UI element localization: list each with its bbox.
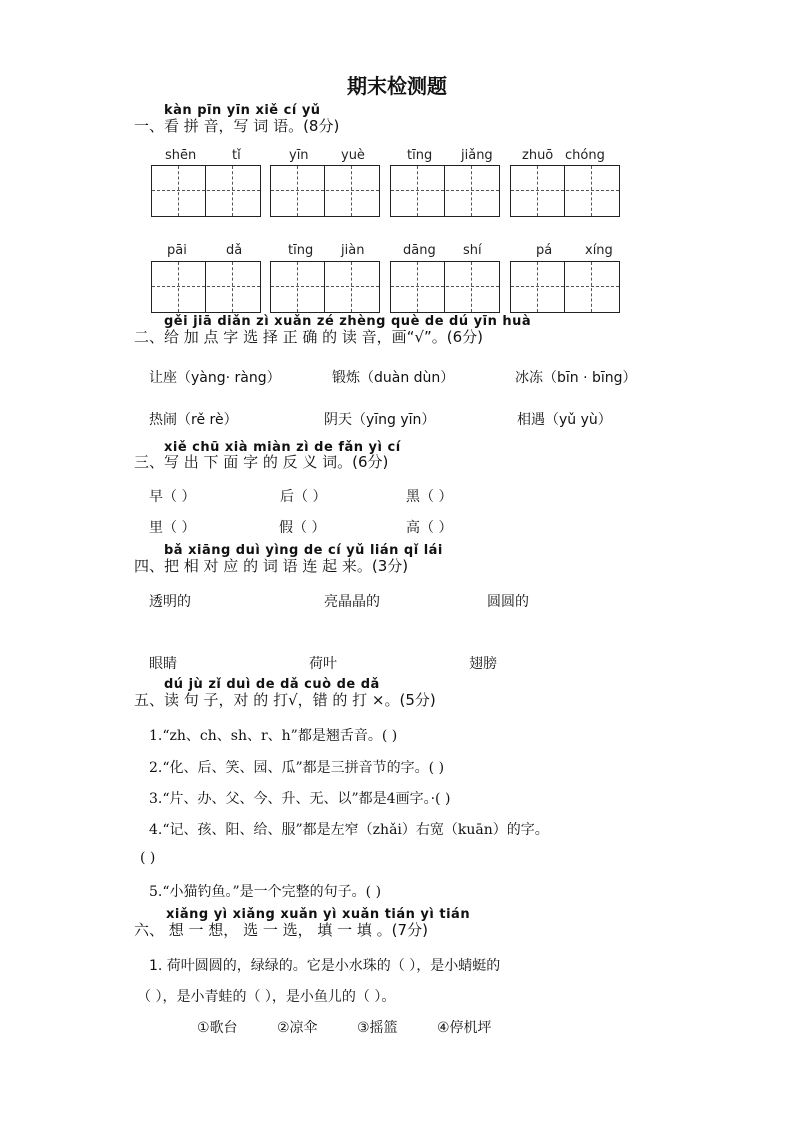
antonym-blank[interactable]: 假（ ） xyxy=(279,520,326,536)
true-false-item[interactable]: 3.“片、办、父、今、升、无、以”都是4画字。·( ) xyxy=(149,791,451,807)
section6-pinyin: xiǎng yì xiǎng xuǎn yì xuǎn tián yì tián xyxy=(166,907,471,922)
true-false-item[interactable]: 2.“化、后、笑、园、瓜”都是三拼音节的字。( ) xyxy=(149,760,445,776)
reading-choice[interactable]: 让座（yàng· ràng） xyxy=(149,370,281,386)
match-word-top[interactable]: 圆圆的 xyxy=(487,594,529,610)
true-false-blank[interactable]: ( ) xyxy=(140,850,156,866)
row2-pinyin: dāng xyxy=(403,243,436,258)
section2-pinyin: gěi jiā diǎn zì xuǎn zé zhèng què de dú yīn huà xyxy=(164,314,532,329)
section2-heading: 二、给 加 点 字 选 择 正 确 的 读 音，画“√”。(6分) xyxy=(134,328,484,346)
match-word-top[interactable]: 透明的 xyxy=(149,594,191,610)
row2-pinyin: xíng xyxy=(585,243,613,258)
row2-pinyin: pāi xyxy=(167,243,187,258)
option-item: ①歌台 xyxy=(197,1020,238,1036)
row1-pinyin: yuè xyxy=(341,148,365,163)
writing-box[interactable] xyxy=(270,165,380,217)
antonym-blank[interactable]: 里（ ） xyxy=(149,520,196,536)
reading-choice[interactable]: 锻炼（duàn dùn） xyxy=(332,370,455,386)
writing-box[interactable] xyxy=(270,261,380,313)
section4-pinyin: bǎ xiāng duì yìng de cí yǔ lián qǐ lái xyxy=(164,543,443,558)
row2-pinyin: pá xyxy=(536,243,553,258)
row1-pinyin: tīng xyxy=(407,148,433,163)
fill-sentence-line[interactable]: （ ），是小青蛙的（ ），是小鱼儿的（ ）。 xyxy=(137,989,396,1005)
option-item: ③摇篮 xyxy=(357,1020,398,1036)
row2-pinyin: dǎ xyxy=(226,243,243,258)
row1-pinyin: tǐ xyxy=(232,148,241,163)
section4-heading: 四、把 相 对 应 的 词 语 连 起 来。(3分) xyxy=(134,557,409,575)
reading-choice[interactable]: 冰冻（bīn · bīng） xyxy=(515,370,637,386)
option-item: ②凉伞 xyxy=(277,1020,318,1036)
row1-pinyin: chóng xyxy=(565,148,605,163)
section5-pinyin: dú jù zǐ duì de dǎ cuò de dǎ xyxy=(164,677,380,692)
option-item: ④停机坪 xyxy=(437,1020,492,1036)
match-word-bottom[interactable]: 眼睛 xyxy=(149,656,177,672)
antonym-blank[interactable]: 早（ ） xyxy=(149,489,196,505)
match-word-bottom[interactable]: 翅膀 xyxy=(469,656,497,672)
true-false-item[interactable]: 4.“记、孩、阳、给、服”都是左窄（zhǎi）右宽（kuān）的字。 xyxy=(149,822,549,838)
row2-pinyin: jiàn xyxy=(341,243,365,258)
section3-heading: 三、写 出 下 面 字 的 反 义 词。(6分) xyxy=(134,453,389,471)
writing-box[interactable] xyxy=(151,261,261,313)
writing-box[interactable] xyxy=(390,165,500,217)
reading-choice[interactable]: 阴天（yīng yīn） xyxy=(324,412,436,428)
fill-sentence-line[interactable]: 1. 荷叶圆圆的，绿绿的。它是小水珠的（ ），是小蜻蜓的 xyxy=(149,958,501,974)
row1-pinyin: jiǎng xyxy=(461,148,493,163)
row2-pinyin: shí xyxy=(463,243,482,258)
section6-heading: 六、 想 一 想， 选 一 选， 填 一 填 。(7分) xyxy=(134,921,428,939)
section1-pinyin: kàn pīn yīn xiě cí yǔ xyxy=(164,103,321,118)
true-false-item[interactable]: 5.“小猫钓鱼。”是一个完整的句子。( ) xyxy=(149,884,382,900)
section5-heading: 五、读 句 子，对 的 打√，错 的 打 ×。(5分) xyxy=(134,691,436,709)
row1-pinyin: yīn xyxy=(289,148,309,163)
section1-heading: 一、看 拼 音，写 词 语。(8分) xyxy=(134,117,340,135)
reading-choice[interactable]: 相遇（yǔ yù） xyxy=(517,412,612,428)
row1-pinyin: shēn xyxy=(165,148,197,163)
section3-pinyin: xiě chū xià miàn zì de fǎn yì cí xyxy=(164,440,401,455)
writing-box[interactable] xyxy=(510,261,620,313)
true-false-item[interactable]: 1.“zh、ch、sh、r、h”都是翘舌音。( ) xyxy=(149,728,398,744)
reading-choice[interactable]: 热闹（rě rè） xyxy=(149,412,238,428)
writing-box[interactable] xyxy=(151,165,261,217)
antonym-blank[interactable]: 黑（ ） xyxy=(406,489,453,505)
antonym-blank[interactable]: 高（ ） xyxy=(406,520,453,536)
page-title: 期末检测题 xyxy=(347,74,447,98)
writing-box[interactable] xyxy=(390,261,500,313)
match-word-top[interactable]: 亮晶晶的 xyxy=(324,594,380,610)
writing-box[interactable] xyxy=(510,165,620,217)
antonym-blank[interactable]: 后（ ） xyxy=(280,489,327,505)
row2-pinyin: tīng xyxy=(288,243,314,258)
match-word-bottom[interactable]: 荷叶 xyxy=(309,656,337,672)
row1-pinyin: zhuō xyxy=(522,148,554,163)
